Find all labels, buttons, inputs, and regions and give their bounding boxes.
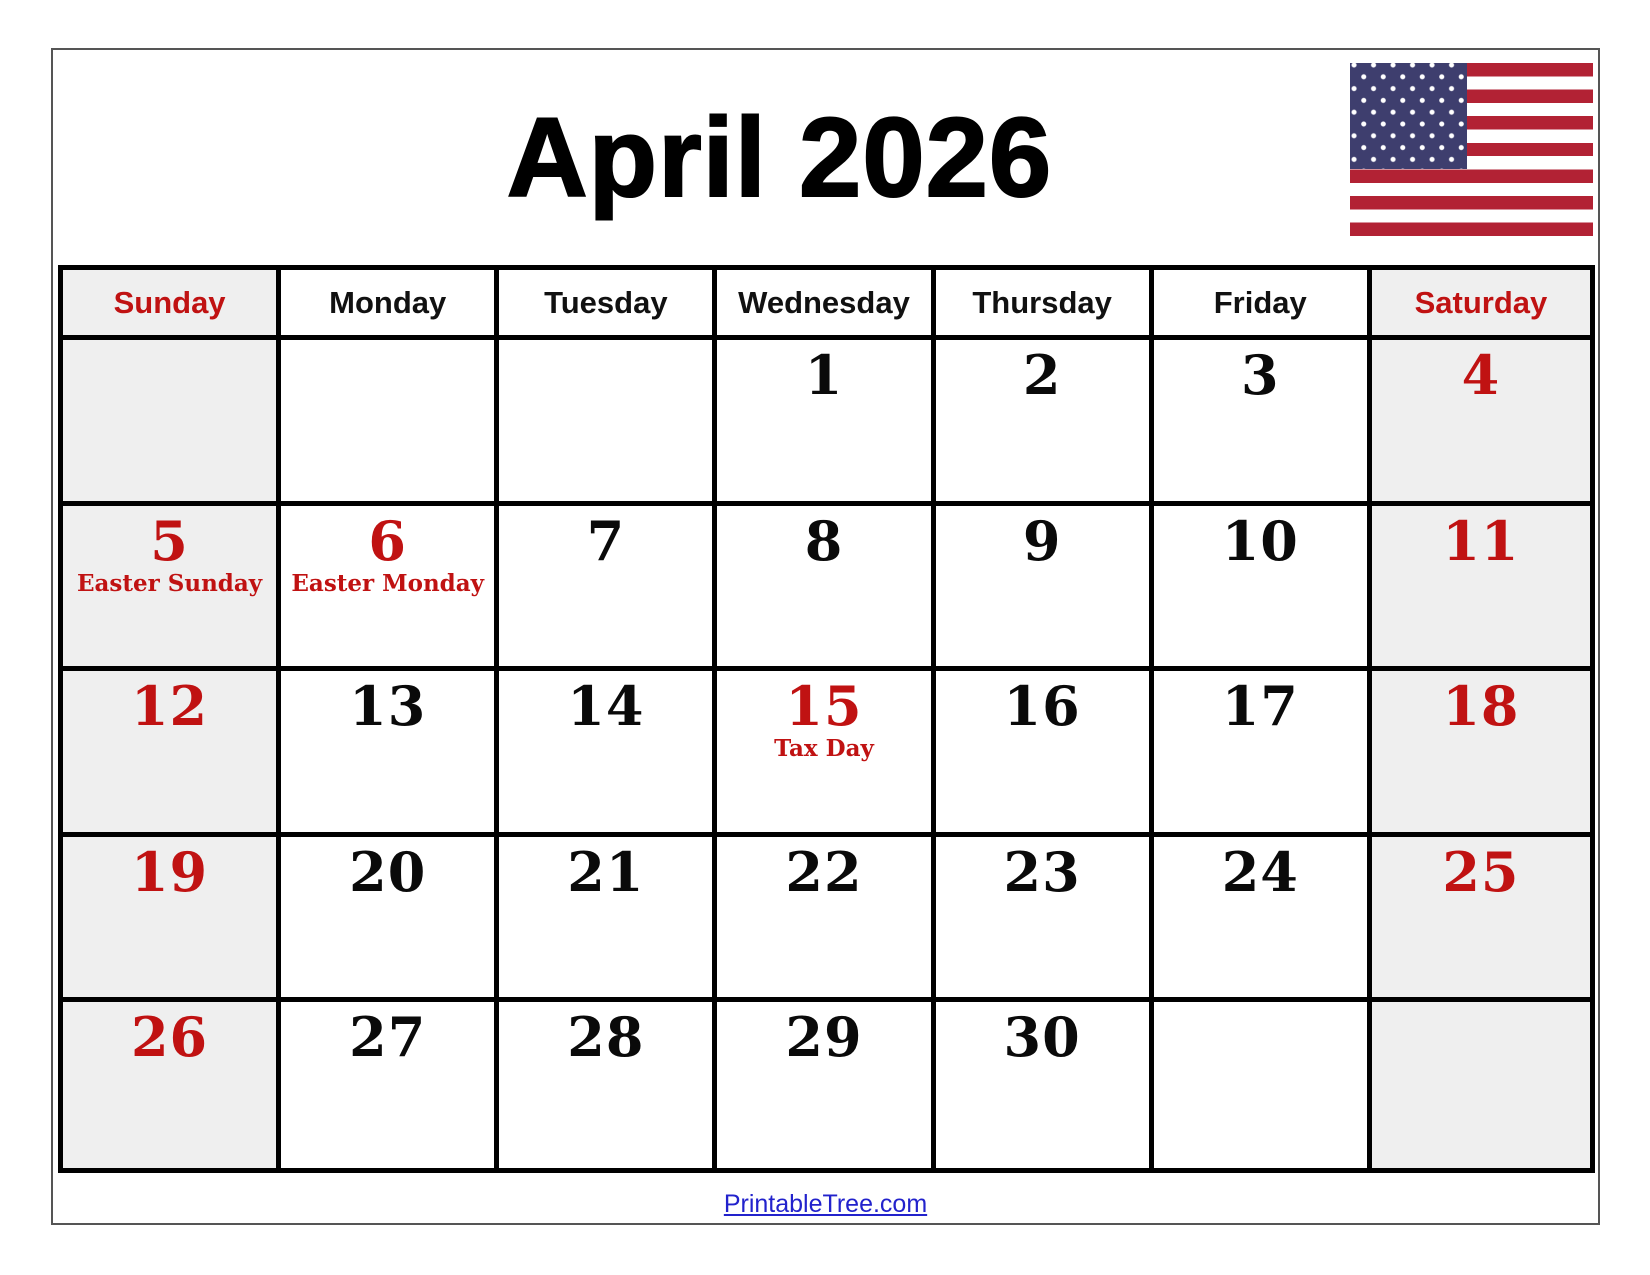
date-number: 29 — [785, 1005, 863, 1070]
calendar-cell-7 — [499, 506, 717, 672]
footer — [53, 1190, 1598, 1219]
calendar-cell-18 — [1372, 671, 1590, 837]
calendar-cell-26 — [63, 1002, 281, 1168]
calendar-cell-empty — [499, 340, 717, 506]
calendar-cell-27 — [281, 1002, 499, 1168]
us-flag-canton — [1350, 63, 1467, 169]
day-header-thursday: Thursday — [936, 270, 1154, 340]
date-number: 8 — [804, 508, 844, 573]
date-number: 12 — [130, 674, 209, 739]
calendar-cell-15 — [717, 671, 935, 837]
date-number: 19 — [130, 839, 209, 904]
date-number: 22 — [785, 839, 863, 904]
calendar-cell-21 — [499, 837, 717, 1003]
calendar-cell-6 — [281, 506, 499, 672]
calendar-cell-30 — [936, 1002, 1154, 1168]
date-number: 17 — [1221, 674, 1299, 739]
date-number: 10 — [1221, 508, 1299, 573]
calendar-cell-12 — [63, 671, 281, 837]
calendar-page — [51, 48, 1600, 1225]
calendar-cell-11 — [1372, 506, 1590, 672]
date-number: 6 — [368, 508, 407, 573]
date-number: 1 — [804, 343, 844, 407]
calendar-grid — [58, 265, 1595, 1173]
date-number: 11 — [1442, 508, 1520, 573]
calendar-cell-10 — [1154, 506, 1372, 672]
date-number: 2 — [1022, 343, 1062, 407]
day-header-sunday: Sunday — [63, 270, 281, 340]
calendar-cell-empty — [281, 340, 499, 506]
printabletree-link[interactable]: PrintableTree.com — [723, 1190, 928, 1218]
calendar-cell-22 — [717, 837, 935, 1003]
date-number: 3 — [1240, 343, 1280, 407]
calendar-cell-9 — [936, 506, 1154, 672]
day-header-tuesday: Tuesday — [499, 270, 717, 340]
date-number: 7 — [586, 508, 626, 573]
us-flag-icon — [1350, 63, 1593, 236]
calendar-cell-5 — [63, 506, 281, 672]
date-number: 26 — [130, 1005, 209, 1070]
date-number: 13 — [349, 674, 427, 739]
calendar-cell-24 — [1154, 837, 1372, 1003]
date-number: 15 — [785, 674, 863, 739]
calendar-cell-23 — [936, 837, 1154, 1003]
page-title: April 2026 — [506, 95, 1053, 220]
calendar-cell-empty — [1154, 1002, 1372, 1168]
date-number: 16 — [1003, 674, 1081, 739]
calendar-cell-20 — [281, 837, 499, 1003]
date-number: 20 — [349, 839, 427, 904]
calendar-cell-4 — [1372, 340, 1590, 506]
holiday-label: Tax Day — [774, 735, 874, 763]
holiday-label: Easter Monday — [291, 569, 485, 597]
calendar-cell-empty — [63, 340, 281, 506]
holiday-label: Easter Sunday — [76, 569, 263, 597]
date-number: 28 — [567, 1005, 645, 1070]
date-number: 23 — [1003, 839, 1081, 904]
date-number: 9 — [1022, 508, 1062, 573]
date-number: 21 — [567, 839, 645, 904]
calendar-cell-28 — [499, 1002, 717, 1168]
calendar-cell-25 — [1372, 837, 1590, 1003]
day-header-saturday: Saturday — [1372, 270, 1590, 340]
date-number: 18 — [1442, 674, 1520, 739]
calendar-cell-8 — [717, 506, 935, 672]
calendar-cell-empty — [1372, 1002, 1590, 1168]
calendar-cell-19 — [63, 837, 281, 1003]
calendar-cell-17 — [1154, 671, 1372, 837]
date-number: 27 — [349, 1005, 427, 1070]
date-number: 25 — [1442, 839, 1520, 904]
day-header-friday: Friday — [1154, 270, 1372, 340]
calendar-cell-16 — [936, 671, 1154, 837]
day-header-monday: Monday — [281, 270, 499, 340]
date-number: 5 — [150, 508, 189, 573]
calendar-cell-13 — [281, 671, 499, 837]
calendar-cell-14 — [499, 671, 717, 837]
day-header-wednesday: Wednesday — [717, 270, 935, 340]
date-number: 30 — [1003, 1005, 1081, 1070]
calendar-cell-3 — [1154, 340, 1372, 506]
date-number: 14 — [567, 674, 645, 739]
date-number: 4 — [1461, 343, 1501, 407]
calendar-cell-1 — [717, 340, 935, 506]
calendar-cell-2 — [936, 340, 1154, 506]
calendar-cell-29 — [717, 1002, 935, 1168]
date-number: 24 — [1221, 839, 1299, 904]
